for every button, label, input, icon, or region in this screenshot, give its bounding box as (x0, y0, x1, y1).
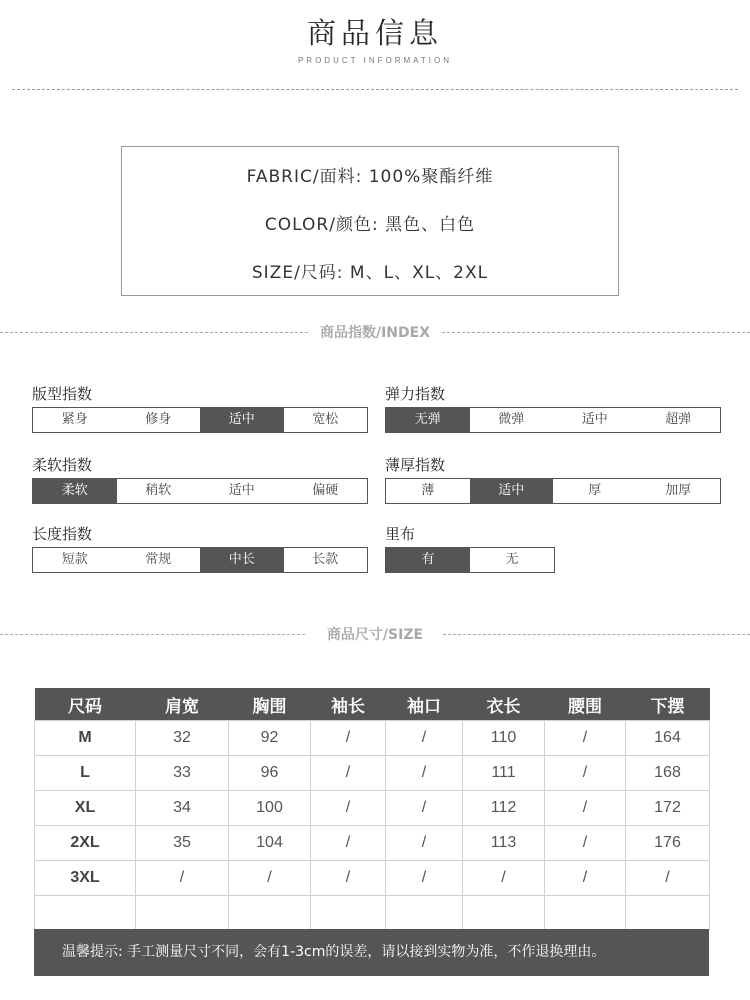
table-row (35, 826, 710, 861)
length-index-bar (32, 547, 368, 573)
size-label-cell: XL (35, 791, 136, 826)
measurement-cell: / (136, 861, 229, 896)
softness-index (32, 455, 368, 498)
table-row (35, 721, 710, 756)
thickness-index (385, 455, 721, 498)
page-subtitle: PRODUCT INFORMATION (297, 56, 453, 65)
column-header: 下摆 (626, 688, 710, 721)
size-label-cell: L (35, 756, 136, 791)
empty-cell (626, 896, 710, 930)
index-option: 适中 (200, 408, 284, 432)
column-header: 袖长 (311, 688, 386, 721)
index-option: 修身 (145, 412, 172, 427)
measurement-cell: 35 (136, 826, 229, 861)
measurement-cell: 96 (229, 756, 311, 791)
empty-row (35, 896, 710, 930)
measurement-cell: 164 (626, 721, 710, 756)
lining-index-bar (385, 547, 555, 573)
measurement-cell: 33 (136, 756, 229, 791)
size-line: SIZE/尺码: M、L、XL、2XL (251, 263, 489, 283)
index-option: 适中 (581, 412, 608, 427)
measurement-cell: / (545, 791, 626, 826)
page-title: 商品信息 (306, 16, 443, 50)
index-option: 长款 (312, 552, 339, 567)
header-divider (12, 89, 738, 90)
elasticity-index (385, 384, 721, 427)
index-option: 适中 (470, 479, 554, 503)
index-option: 无 (505, 552, 519, 567)
measurement-cell: 172 (626, 791, 710, 826)
empty-cell (386, 896, 463, 930)
measurement-cell: / (311, 791, 386, 826)
column-header: 衣长 (463, 688, 545, 721)
measurement-cell: / (311, 721, 386, 756)
fabric-info-box (121, 146, 619, 296)
measurement-cell: / (545, 721, 626, 756)
column-header: 肩宽 (136, 688, 229, 721)
index-option: 短款 (61, 552, 88, 567)
measurement-cell: 111 (463, 756, 545, 791)
column-header: 腰围 (545, 688, 626, 721)
fit-index-title: 版型指数 (32, 385, 93, 403)
index-option: 常规 (145, 552, 172, 567)
measurement-cell: 112 (463, 791, 545, 826)
empty-cell (136, 896, 229, 930)
index-section-label: 商品指数/INDEX (319, 325, 431, 341)
length-index-title: 长度指数 (32, 525, 93, 543)
color-line: COLOR/颜色: 黑色、白色 (264, 215, 476, 235)
index-option: 适中 (228, 483, 255, 498)
index-option: 中长 (200, 548, 284, 572)
index-option: 加厚 (665, 483, 692, 498)
column-header: 胸围 (229, 688, 311, 721)
measurement-cell: 32 (136, 721, 229, 756)
measurement-cell: / (386, 826, 463, 861)
table-row (35, 861, 710, 896)
empty-cell (229, 896, 311, 930)
measurement-cell: / (386, 791, 463, 826)
lining-index (385, 524, 555, 567)
measurement-cell: / (386, 721, 463, 756)
measurement-cell: / (311, 826, 386, 861)
empty-cell (35, 896, 136, 930)
index-divider (0, 323, 750, 343)
measurement-tip: 温馨提示: 手工测量尺寸不同，会有1-3cm的误差，请以接到实物为准，不作退换理由。 (34, 929, 709, 976)
index-option: 微弹 (498, 412, 525, 427)
index-option: 稍软 (145, 483, 172, 498)
measurement-cell: 100 (229, 791, 311, 826)
empty-cell (545, 896, 626, 930)
measurement-cell: 168 (626, 756, 710, 791)
index-option: 超弹 (665, 412, 692, 427)
size-label-cell: 3XL (35, 861, 136, 896)
measurement-cell: / (545, 756, 626, 791)
index-option: 柔软 (33, 479, 117, 503)
measurement-cell: 34 (136, 791, 229, 826)
table-row (35, 756, 710, 791)
measurement-cell: / (311, 756, 386, 791)
measurement-cell: / (386, 861, 463, 896)
table-row (35, 791, 710, 826)
index-option: 薄 (421, 483, 435, 498)
softness-index-bar (32, 478, 368, 504)
size-section-label: 商品尺寸/SIZE (326, 627, 424, 643)
index-option: 厚 (588, 483, 602, 498)
empty-cell (463, 896, 545, 930)
size-label-cell: M (35, 721, 136, 756)
length-index (32, 524, 368, 567)
index-option: 无弹 (386, 408, 470, 432)
elasticity-index-title: 弹力指数 (385, 385, 446, 403)
size-table-header (35, 688, 710, 721)
column-header: 袖口 (386, 688, 463, 721)
fit-index-bar (32, 407, 368, 433)
measurement-cell: 113 (463, 826, 545, 861)
fabric-line: FABRIC/面料: 100%聚酯纤维 (246, 167, 494, 187)
measurement-cell: / (463, 861, 545, 896)
index-option: 紧身 (61, 412, 88, 427)
measurement-cell: / (545, 826, 626, 861)
softness-index-title: 柔软指数 (32, 456, 93, 474)
measurement-cell: 104 (229, 826, 311, 861)
measurement-cell: 176 (626, 826, 710, 861)
lining-index-title: 里布 (385, 525, 416, 543)
measurement-cell: / (229, 861, 311, 896)
thickness-index-title: 薄厚指数 (385, 456, 446, 474)
measurement-cell: / (386, 756, 463, 791)
empty-cell (311, 896, 386, 930)
index-option: 偏硬 (312, 483, 339, 498)
measurement-cell: 110 (463, 721, 545, 756)
size-table (34, 688, 710, 930)
elasticity-index-bar (385, 407, 721, 433)
thickness-index-bar (385, 478, 721, 504)
column-header: 尺码 (35, 688, 136, 721)
measurement-cell: / (545, 861, 626, 896)
size-divider (0, 625, 750, 645)
measurement-cell: / (311, 861, 386, 896)
index-option: 宽松 (312, 412, 339, 427)
index-option: 有 (386, 548, 470, 572)
measurement-cell: 92 (229, 721, 311, 756)
size-label-cell: 2XL (35, 826, 136, 861)
fit-index (32, 384, 368, 427)
measurement-cell: / (626, 861, 710, 896)
